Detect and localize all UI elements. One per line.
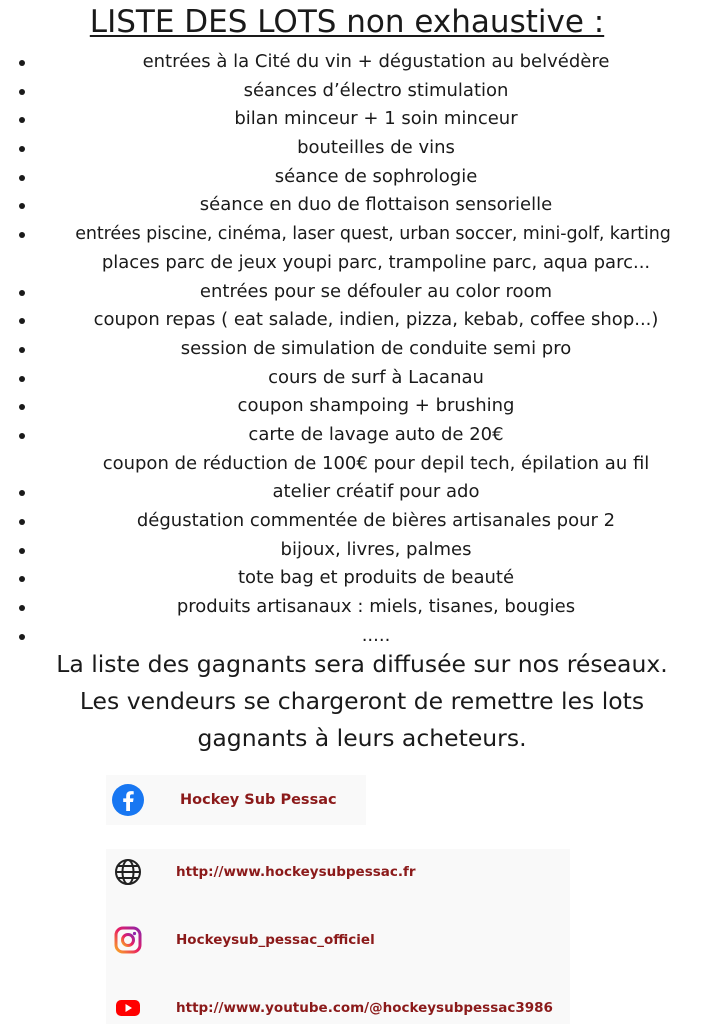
bullet-icon [19,404,25,410]
lot-item [0,105,724,134]
instagram-link[interactable] [106,922,375,958]
lot-text: session de simulation de conduite semi pro [180,337,572,359]
bullet-icon [19,519,25,525]
lot-text: bilan minceur + 1 soin minceur [234,108,518,130]
outro-line-3: gagnants à leurs acheteurs. [197,724,527,752]
bullet-icon [19,89,25,95]
bullet-icon [19,548,25,554]
lot-text: places parc de jeux youpi parc, trampoline parc, aqua parc... [101,251,651,273]
facebook-link[interactable] [106,782,337,818]
outro-text [0,646,724,757]
lot-item [0,220,724,249]
lot-item [0,421,724,450]
lot-text: tote bag et produits de beauté [237,567,515,589]
lot-item [0,564,724,593]
lot-text: coupon shampoing + brushing [237,395,515,417]
lot-item [0,191,724,220]
lot-item [0,249,724,278]
bullet-icon [19,376,25,382]
lot-item [0,278,724,307]
lot-text: carte de lavage auto de 20€ [248,423,504,445]
lot-item [0,507,724,536]
facebook-label: Hockey Sub Pessac [180,792,337,808]
lot-item [0,593,724,622]
lot-text: bijoux, livres, palmes [280,538,472,560]
lot-text: ..... [361,624,391,646]
lot-item [0,392,724,421]
lot-text: dégustation commentée de bières artisanales pour 2 [136,510,616,531]
lot-text: produits artisanaux : miels, tisanes, bougies [176,596,576,618]
website-link[interactable] [106,854,416,890]
lot-text: coupon de réduction de 100€ pour depil tech, épilation au fil [102,452,650,474]
bullet-icon [19,60,25,66]
lot-item [0,450,724,479]
bullet-icon [19,175,25,181]
page-title: LISTE DES LOTS non exhaustive : [89,4,605,40]
lot-item [0,48,724,77]
lot-item [0,77,724,106]
lot-item [0,478,724,507]
lot-item [0,134,724,163]
bullet-icon [19,576,25,582]
bullet-icon [19,318,25,324]
prize-list [0,48,724,650]
bullet-icon [19,490,25,496]
instagram-icon [110,922,146,958]
bullet-icon [19,605,25,611]
instagram-label: Hockeysub_pessac_officiel [176,932,375,948]
youtube-link[interactable] [106,990,553,1026]
bullet-icon [19,433,25,439]
links-card [106,849,570,1024]
lot-text: séance de sophrologie [274,165,478,187]
facebook-card [106,775,366,825]
lot-item [0,536,724,565]
lot-text: séance en duo de flottaison sensorielle [199,194,553,216]
lot-text: atelier créatif pour ado [272,481,480,503]
website-label: http://www.hockeysubpessac.fr [176,864,416,880]
bullet-icon [19,290,25,296]
lot-item [0,163,724,192]
bullet-icon [19,634,25,640]
lot-text: séances d’électro stimulation [243,79,509,101]
youtube-icon [110,990,146,1026]
bullet-icon [19,203,25,209]
lot-item [0,364,724,393]
bullet-icon [19,146,25,152]
bullet-icon [19,117,25,123]
bullet-icon [19,232,25,238]
lot-item [0,306,724,335]
lot-text: entrées pour se défouler au color room [199,280,553,302]
globe-icon [110,854,146,890]
lot-text: entrées piscine, cinéma, laser quest, urban soccer, mini-golf, karting [75,224,671,245]
facebook-icon [110,782,146,818]
outro-line-2: Les vendeurs se chargeront de remettre les lots [79,687,645,715]
lot-text: entrées à la Cité du vin + dégustation au belvédère [142,51,610,72]
lot-text: cours de surf à Lacanau [268,366,484,388]
lot-text: coupon repas ( eat salade, indien, pizza, kebab, coffee shop...) [93,309,659,331]
outro-line-1: La liste des gagnants sera diffusée sur nos réseaux. [56,650,668,678]
lot-item [0,335,724,364]
lot-text: bouteilles de vins [297,137,455,159]
bullet-icon [19,347,25,353]
youtube-label: http://www.youtube.com/@hockeysubpessac3986 [176,1000,553,1016]
